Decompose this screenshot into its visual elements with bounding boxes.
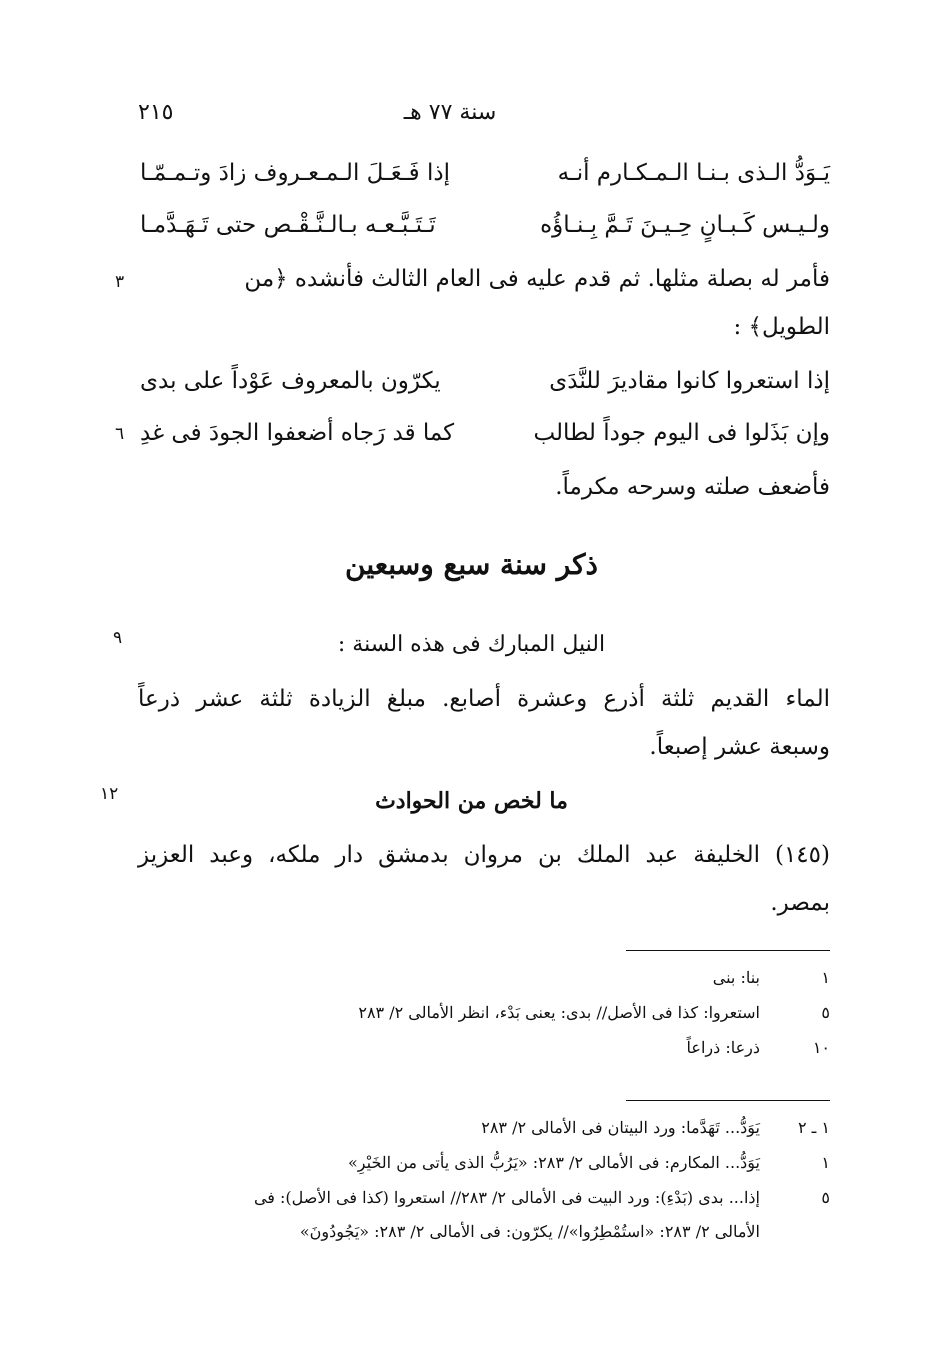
margin-line-number: ٩ [113, 628, 123, 648]
footnote-text: يَوَدُّ... تَهَدَّما: ورد البيتان فى الأمالى ٢/ ٢٨٣ [481, 1118, 760, 1137]
verse-line [130, 368, 830, 412]
verse-hemistich-left: تَـتَـبَّـعـه بـالـنَّـقْـص حتى تَـهَـدَّمـا [140, 212, 436, 238]
prose-line: الطويل﴾ : [733, 314, 830, 340]
verse-hemistich-right: ولـيـس كَـبـانٍ حِـيـنَ تَـمَّ بِـنـاؤُه [540, 212, 830, 238]
margin-line-number: ١٢ [100, 784, 119, 804]
footnote-number: ١ [821, 968, 830, 987]
verse-hemistich-left: إذا فَـعَـلَ الـمـعـروف زادَ وتـمـمّـا [140, 160, 450, 186]
prose-line: فأمر له بصلة مثلها. ثم قدم عليه فى العام الثالث فأنشده ﴿من [244, 266, 830, 292]
verse-hemistich-left: كما قد رَجاه أضعفوا الجودَ فى غدِ [140, 420, 455, 446]
verse-hemistich-left: يكرّون بالمعروف عَوْداً على بدى [140, 368, 441, 394]
verse-line [130, 212, 830, 256]
running-title: سنة ٧٧ هـ [403, 100, 497, 125]
footnote-rule [626, 1100, 830, 1101]
footnote-number: ١ ـ ٢ [797, 1118, 830, 1137]
footnote-rule [626, 950, 830, 951]
verse-line [130, 160, 830, 204]
verse-hemistich-right: وإن بَذَلوا فى اليوم جوداً لطالب [533, 420, 830, 446]
page-number: ٢١٥ [138, 100, 174, 125]
footnote-text: استعروا: كذا فى الأصل// بدى: يعنى بَدْء، انظر الأمالى ٢/ ٢٨٣ [358, 1003, 760, 1022]
nile-text-line: وسبعة عشر إصبعاً. [649, 734, 830, 760]
footnote-text: إذا... بدى (بَدْءِ): ورد البيت فى الأمالى ٢/ ٢٨٣// استعروا (كذا فى الأصل): فى [253, 1188, 760, 1207]
footnote-number: ٥ [821, 1003, 830, 1022]
nile-heading: النيل المبارك فى هذه السنة : [337, 632, 606, 657]
footnote-number: ١٠ [812, 1038, 830, 1057]
events-text-line: (١٤٥) الخليفة عبد الملك بن مروان بدمشق دار ملكه، وعبد العزيز [138, 842, 830, 868]
footnote-number: ١ [821, 1153, 830, 1172]
footnote-text: بنا: بنى [712, 968, 760, 987]
footnote-text: الأمالى ٢/ ٢٨٣: «استُمْطِرُوا»// يكرّون: فى الأمالى ٢/ ٢٨٣: «يَجُودُونَ» [299, 1222, 760, 1241]
footnote-text: يَوَدُّ... المكارم: فى الأمالى ٢/ ٢٨٣: «يَرُبُّ الذى يأتى من الخَيْرِ» [348, 1153, 760, 1172]
events-text-line: بمصر. [770, 890, 830, 916]
verse-hemistich-right: يَـوَدُّ الـذى بـنـا الـمـكـارم أنـه [557, 160, 830, 186]
events-heading: ما لخص من الحوادث [375, 788, 568, 814]
footnote-text: ذرعا: ذراعاً [686, 1038, 760, 1057]
nile-text-line: الماء القديم ثلثة أذرع وعشرة أصابع. مبلغ الزيادة ثلثة عشر ذرعاً [138, 686, 830, 712]
margin-line-number: ٦ [115, 424, 125, 444]
prose-line: فأضعف صلته وسرحه مكرماً. [555, 474, 830, 500]
verse-hemistich-right: إذا استعروا كانوا مقاديرَ للنَّدَى [549, 368, 830, 394]
footnote-number: ٥ [821, 1188, 830, 1207]
section-title: ذكر سنة سبع وسبعين [345, 548, 598, 581]
verse-line [130, 420, 830, 464]
margin-line-number: ٣ [115, 272, 125, 292]
